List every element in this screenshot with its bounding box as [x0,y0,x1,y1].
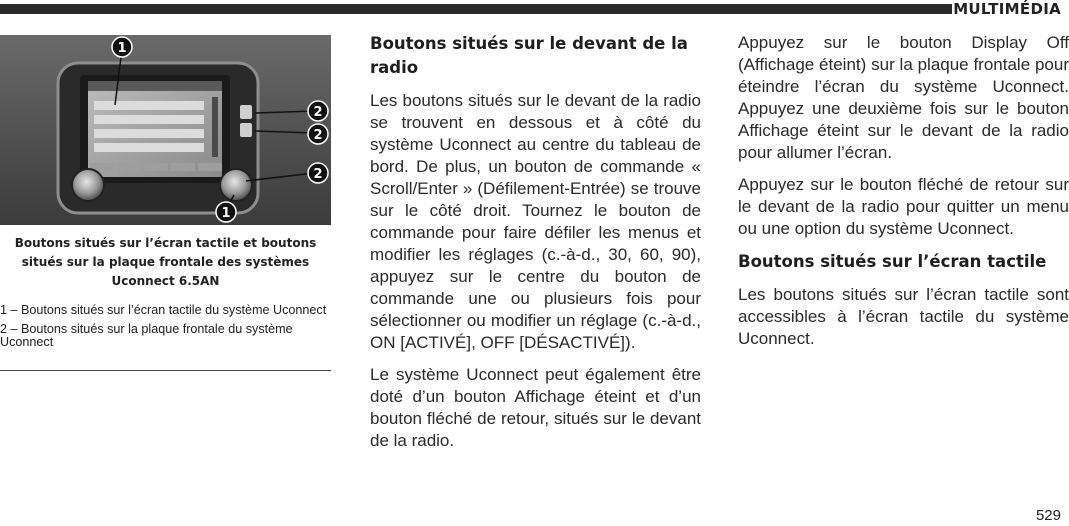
legend-item: 1 – Boutons situés sur l’écran tactile du système Uconnect [0,303,327,317]
paragraph: Appuyez sur le bouton fléché de retour sur le devant de la radio pour quitter un menu ou une option du système Uconnect. [738,175,1069,238]
paragraph: Appuyez sur le bouton Display Off (Affichage éteint) sur la plaque frontale pour éteindre l’écran du système Uconnect. Appuyez une deuxième fois sur le bouton Affichage éteint sur le devant de la radio pour allumer l’écran. [738,33,1069,162]
header-bar [0,4,952,14]
callout-2-c: 2 [313,167,323,182]
callout-1-bottom: 1 [221,206,231,221]
paragraph: Les boutons situés sur l’écran tactile sont accessibles à l’écran tactile du système Uconnect. [738,285,1069,348]
callout-2-b: 2 [313,128,323,143]
section-title: MULTIMÉDIA [953,0,1061,18]
heading-touchscreen-buttons: Boutons situés sur l’écran tactile [738,252,1047,271]
legend-item: 2 – Boutons situés sur la plaque frontale du système Uconnect [0,322,293,349]
page-number: 529 [1035,507,1061,524]
paragraph: Le système Uconnect peut également être doté d’un bouton Affichage éteint et d’un bouton fléché de retour, situés sur le devant de la radio. [370,365,701,450]
callout-2-a: 2 [313,105,323,120]
heading-radio-buttons: Boutons situés sur le devant de la radio [370,34,688,77]
column-3 [738,32,1069,360]
figure-legend [0,304,331,355]
column-2 [370,32,701,462]
paragraph: Les boutons situés sur le devant de la radio se trouvent en dessous et à côté du système Uconnect au centre du tableau de bord. De plus, un bouton de commande « Scroll/Enter » (Défilement-Entrée) se trouve sur le côté droit. Tournez le bouton de commande pour faire défiler les menus et modifier les réglages (c.-à-d., 30, 60, 90), appuyez sur le centre du bouton de commande une ou plusieurs fois pour sélectionner ou modifier un réglage (c.-à-d., ON [ACTIVÉ], OFF [DÉSACTIVÉ]). [370,91,701,352]
figure-caption: Boutons situés sur l’écran tactile et boutons situés sur la plaque frontale des systèmes Uconnect 6.5AN [14,236,317,288]
callout-1-top: 1 [117,41,127,56]
divider [0,370,331,371]
radio-photo [0,35,331,225]
